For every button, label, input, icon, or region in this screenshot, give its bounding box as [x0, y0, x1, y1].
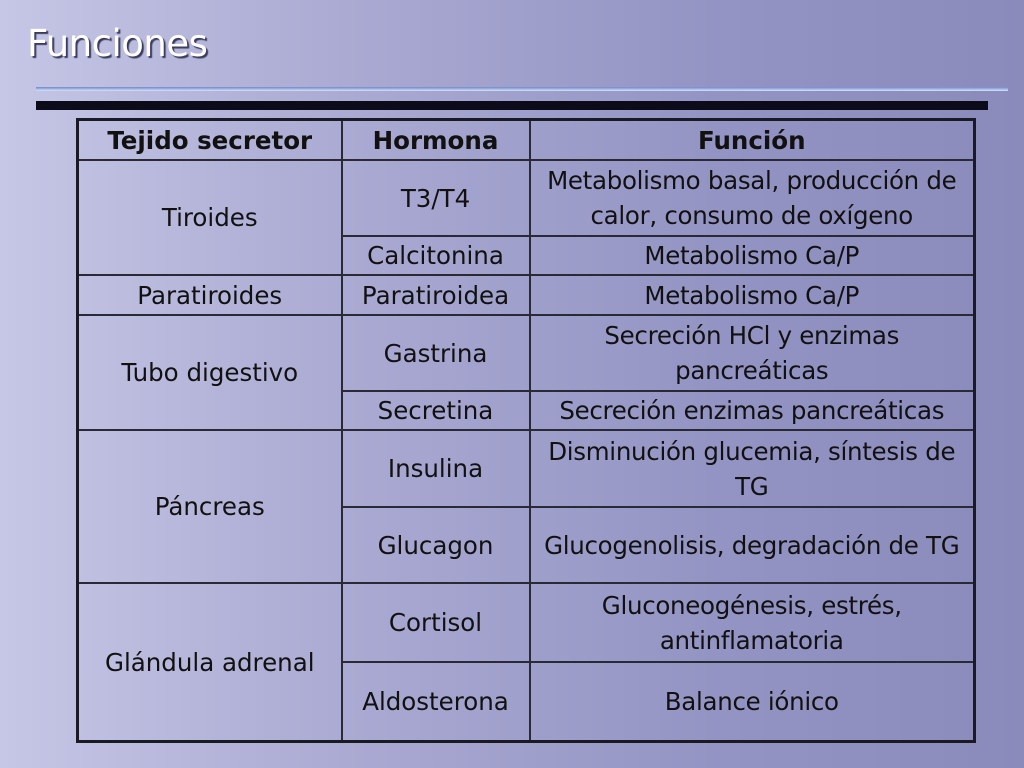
table-row — [78, 160, 975, 236]
hormone-cell: Insulina — [342, 430, 530, 507]
hormone-cell: Paratiroidea — [342, 275, 530, 315]
function-cell: Gluconeogénesis, estrés, antinflamatoria — [530, 583, 975, 662]
table-row — [78, 430, 975, 507]
hormone-cell: T3/T4 — [342, 160, 530, 236]
function-cell: Metabolismo basal, producción de calor, consumo de oxígeno — [530, 160, 975, 236]
hormone-function-table — [76, 118, 976, 743]
hormone-cell: Aldosterona — [342, 662, 530, 742]
table-row — [78, 275, 975, 315]
table-row — [78, 583, 975, 662]
function-cell: Balance iónico — [530, 662, 975, 742]
function-cell: Secreción enzimas pancreáticas — [530, 391, 975, 430]
header-function: Función — [530, 120, 975, 161]
tissue-cell: Glándula adrenal — [78, 583, 342, 742]
hormone-cell: Glucagon — [342, 507, 530, 583]
tissue-cell: Páncreas — [78, 430, 342, 583]
function-cell: Metabolismo Ca/P — [530, 275, 975, 315]
table-row — [78, 315, 975, 391]
header-tissue: Tejido secretor — [78, 120, 342, 161]
function-cell: Metabolismo Ca/P — [530, 236, 975, 275]
slide-title: Funciones — [27, 22, 208, 65]
tissue-cell: Paratiroides — [78, 275, 342, 315]
hormone-cell: Calcitonina — [342, 236, 530, 275]
tissue-cell: Tubo digestivo — [78, 315, 342, 430]
hormone-cell: Cortisol — [342, 583, 530, 662]
title-underline-thin — [36, 87, 1008, 91]
hormone-cell: Secretina — [342, 391, 530, 430]
function-cell: Secreción HCl y enzimas pancreáticas — [530, 315, 975, 391]
function-cell: Disminución glucemia, síntesis de TG — [530, 430, 975, 507]
function-cell: Glucogenolisis, degradación de TG — [530, 507, 975, 583]
header-hormone: Hormona — [342, 120, 530, 161]
hormone-cell: Gastrina — [342, 315, 530, 391]
table-header-row — [78, 120, 975, 161]
title-underline-thick — [36, 101, 988, 110]
tissue-cell: Tiroides — [78, 160, 342, 275]
